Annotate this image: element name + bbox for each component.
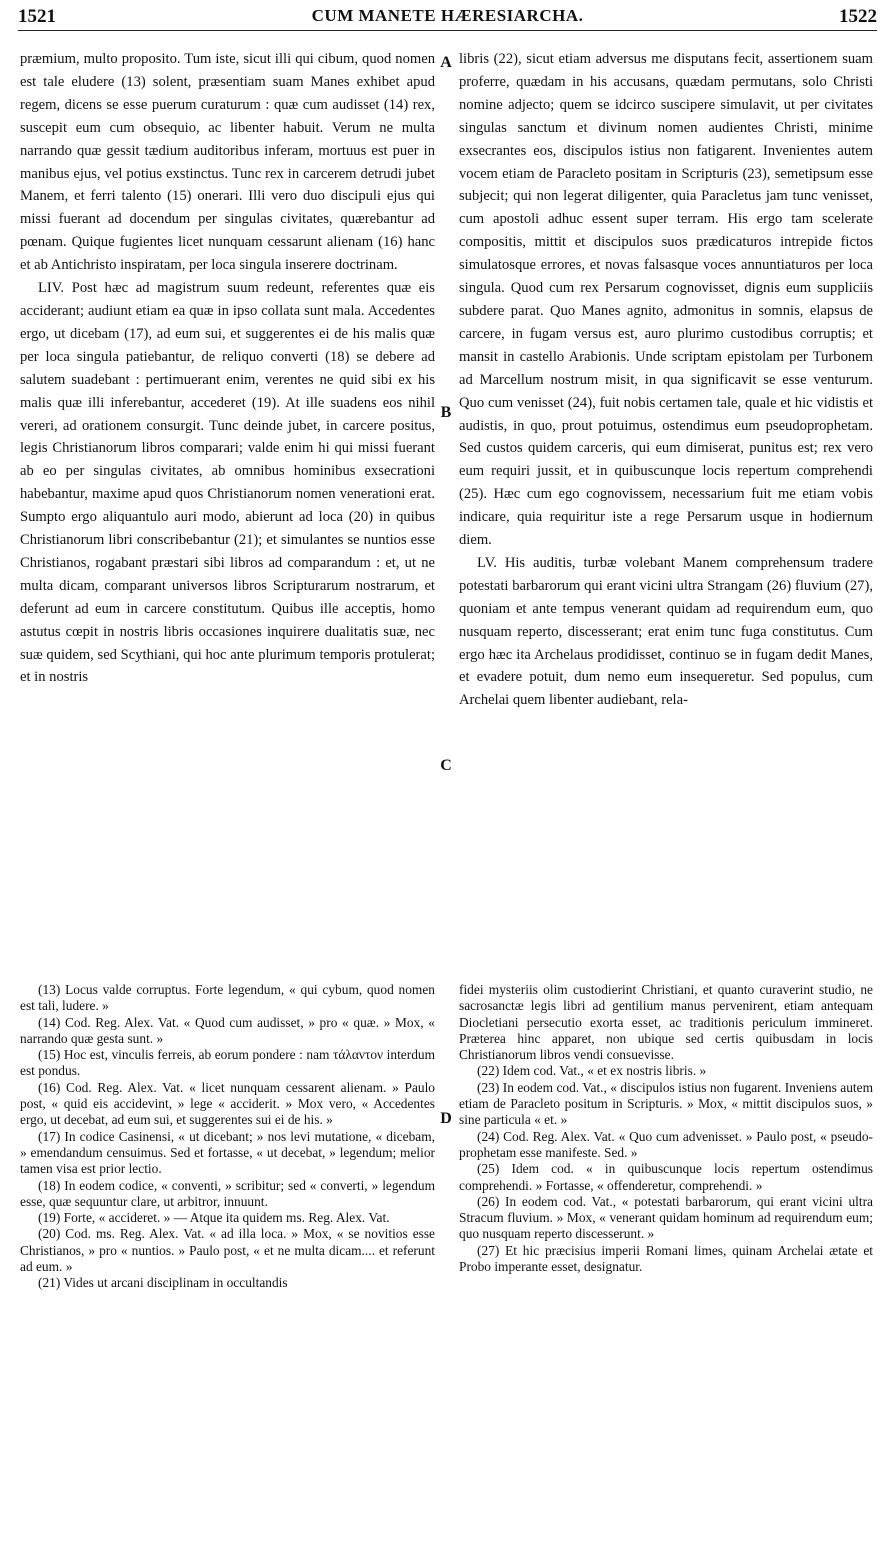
footnote: (20) Cod. ms. Reg. Alex. Vat. « ad illa loca. » Mox, « se novitios esse Christianos, » pro « nuntios. » Paulo post, « et ne multa dicam.... et referunt ad eum. » xyxy=(20,1226,435,1275)
footnote: (26) In eodem cod. Vat., « potestati barbarorum, qui erant vicini ultra Stracum fluvium. » Mox, « venerant quidam hominum ad requirendum eum; quo nusquam reperto discesserunt. » xyxy=(459,1193,873,1242)
footnote: (16) Cod. Reg. Alex. Vat. « licet nunquam cessarent alienam. » Paulo post, « quid eis accidevint, » lege « acciderit. » Mox vero, « Accedentes ergo, ut decebat, ad eum sui, et suggerentes sui ei de his. » xyxy=(20,1079,435,1128)
footnote: (21) Vides ut arcani disciplinam in occultandis xyxy=(38,1275,288,1291)
page-number-left: 1521 xyxy=(18,6,56,27)
margin-letter-b: B xyxy=(440,404,452,421)
paragraph: libris (22), sicut etiam adversus me disputans fecit, assertionem suam proferre, quædam in his accusans, quædam permutans, solo Christi nomine adjecto; quem se idcirco suscipere simulavit, ut per civitates singulas sanctum et divinum nomen audientes Christi, minime exsecrantes eos, discipulos istius non fatigarent. Invenientes autem vocem etiam de Paracleto positam in Scripturis (23), semetipsum esse subjecit; qui non legerat diligenter, quia Paracletus jam tunc venisset, cum apostoli adhuc essent super terram. His ergo tam scelerate compositis, mittit et discipulos suos prædicaturos intrepide fictos simulatosque errores, et novas falsasque voces annuntiaturos per loca singula. Quod cum rex Persarum cognovisset, dignis eum suppliciis subdere parat. Quo Manes agnito, admonitus in somnis, elapsus de carcere, in fugam versus est, auro plurimo custodibus corruptis; et mansit in castello Arabionis. Unde scriptam epistolam per Turbonem ad Marcellum nostrum misit, in qua significavit se esse venturum. Quo cum venisset (24), fuit nobis certamen tale, quale et hic vidistis et audistis, in quo, prout potuimus, ostendimus eum pseudoprophetam. Sed custos quidem carceris, qui eum dimiserat, punitus est; rex vero eum requiri jussit, et in quibuscunque locis repertum comprehendi (25). Hæc cum ego cognovissem, necessarium fuit me etiam vobis indicare, quia requiritur iste a rege Persarum usque in hodiernum diem. xyxy=(459,51,873,549)
footnote-continuation: fidei mysteriis olim custodierint Christiani, et quanto curaverint studio, ne sacrosanctæ legis libri ad gentilium manus pervenirent, etiam antequam Diocletiani persecutio exorta esset, ac traditionis periculum immineret. Præterea hinc apparet, non ubique sed certis quibusdam in locis Christianorum libros vendi consuevisse. xyxy=(459,982,873,1063)
footnote: (27) Et hic præcisius imperii Romani limes, quinam Archelai ætate et Probo imperante esset, designatur. xyxy=(459,1242,873,1275)
main-text-right-column xyxy=(459,48,873,776)
footnote: (18) In eodem codice, « conventi, » scribitur; sed « converti, » legendum esse, quæ sequuntur clare, ut arbitror, innuunt. xyxy=(20,1177,435,1209)
footnote: (14) Cod. Reg. Alex. Vat. « Quod cum audisset, » pro « quæ. » Mox, « narrando quæ gesta sunt. » xyxy=(20,1014,435,1046)
running-title: CUM MANETE HÆRESIARCHA. xyxy=(311,6,584,25)
margin-letter-c: C xyxy=(440,757,452,774)
footnotes-right-column xyxy=(459,982,873,1466)
footnote: (13) Locus valde corruptus. Forte legendum, « qui cybum, quod nomen est tali, ludere. » xyxy=(20,982,435,1014)
footnote: (25) Idem cod. « in quibuscunque locis repertum ostendimus comprehendi. » Fortasse, « offenderetur, comprehendi. » xyxy=(459,1161,873,1193)
main-text-left-column xyxy=(20,48,435,776)
running-header xyxy=(18,4,877,31)
paragraph: LIV. Post hæc ad magistrum suum redeunt, referentes quæ eis acciderant; audiunt etiam ea quæ in ipso collata sunt mala. Accedentes ergo, ut dicebam (17), ad eum sui, et suggerentes ei de his malis quæ per loca singula patiebantur, de reliquo converti (18) se debere ad salutem suadebant : pertimuerant enim, verentes ne quid sibi ex his malis quæ illi inferebantur, accederet (19). At ille suadens eos nihil vereri, ad orationem consurgit. Tunc deinde jubet, in carcere positus, legis Christianorum libros comparari; valde enim hi qui missi fuerant ab eo per singulas civitates, ab omnibus hominibus exsecrationi habebantur, maxime apud quos Christianorum nomen venerationi erat. Sumpto ergo aliquantulo auri modo, abierunt ad loca (20) in quibus Christianorum libri conscribebantur (21); et simulantes se nuntios esse Christianos, rogabant præstari sibi libros ad comparandum : et, ut ne multa dicam, comparant universos libros Scripturarum nostrarum, et deferunt ad eum in carcere constitutum. Quibus ille acceptis, homo astutus cœpit in nostris libris occasiones inquirere dualitatis suæ, nec suæ quidem, sed Scythiani, qui hoc ante plurimum temporis protulerat; et in nostris xyxy=(20,280,435,686)
margin-letter-d: D xyxy=(440,1110,452,1127)
footnote: (19) Forte, « accideret. » — Atque ita quidem ms. Reg. Alex. Vat. xyxy=(38,1210,390,1226)
footnote: (24) Cod. Reg. Alex. Vat. « Quo cum advenisset. » Paulo post, « pseudo-prophetam esse manifeste. Sed. » xyxy=(459,1128,873,1160)
paragraph: LV. His auditis, turbæ volebant Manem comprehensum tradere potestati barbarorum qui erant vicini ultra Strangam (26) fluvium (27), quoniam et ante tempus venerant quidam ad requirendum eum, quo nusquam reperto, discesserant; erat enim tunc fuga constitutus. Cum ergo hæc ita Archelaus prodidisset, continuo se in fugam dedit Manes, et evadere potuit, dum nemo eum insequeretur. Sed populus, cum Archelai quem libenter audiebant, rela- xyxy=(459,554,873,709)
margin-letter-a: A xyxy=(440,54,452,71)
paragraph: præmium, multo proposito. Tum iste, sicut illi qui cibum, quod nomen est tale eludere (13) solent, præsentiam suam Manes exhibet apud regem, dicens se esse puerum curaturum : quæ cum audisset (14) rex, suscepit eum cum obsequio, ac libenter habuit. Verum ne multa narrando quæ gessit tædium auditoribus inferam, mortuus est puer in manibus ejus, vel potius exstinctus. Tunc rex in carcerem detrudi jubet Manem, et ferri talento (15) onerari. Illi vero duo discipuli ejus qui missi fuerant ad docendum per singulas civitates, quærebantur ad pœnam. Quique fugientes licet nunquam cessarunt alienam (16) hanc et ab Antichristo inspiratam, per loca singula inserere doctrinam. xyxy=(20,51,435,274)
footnote: (22) Idem cod. Vat., « et ex nostris libris. » xyxy=(477,1063,707,1079)
footnotes-left-column xyxy=(20,982,435,1466)
footnote: (23) In eodem cod. Vat., « discipulos istius non fugarent. Inveniens autem etiam de Paracleto positum in Scripturis. » Mox, « mittit discipulos suos, » sine particula « et. » xyxy=(459,1079,873,1128)
footnote: (15) Hoc est, vinculis ferreis, ab eorum pondere : nam τάλαντον interdum est pondus. xyxy=(20,1047,435,1079)
page-number-right: 1522 xyxy=(839,6,877,27)
footnote: (17) In codice Casinensi, « ut dicebant; » nos levi mutatione, « dicebam, » emendandum censuimus. Sed et fortasse, « ut decebat, » legendum; melior tamen visa est prior lectio. xyxy=(20,1128,435,1177)
